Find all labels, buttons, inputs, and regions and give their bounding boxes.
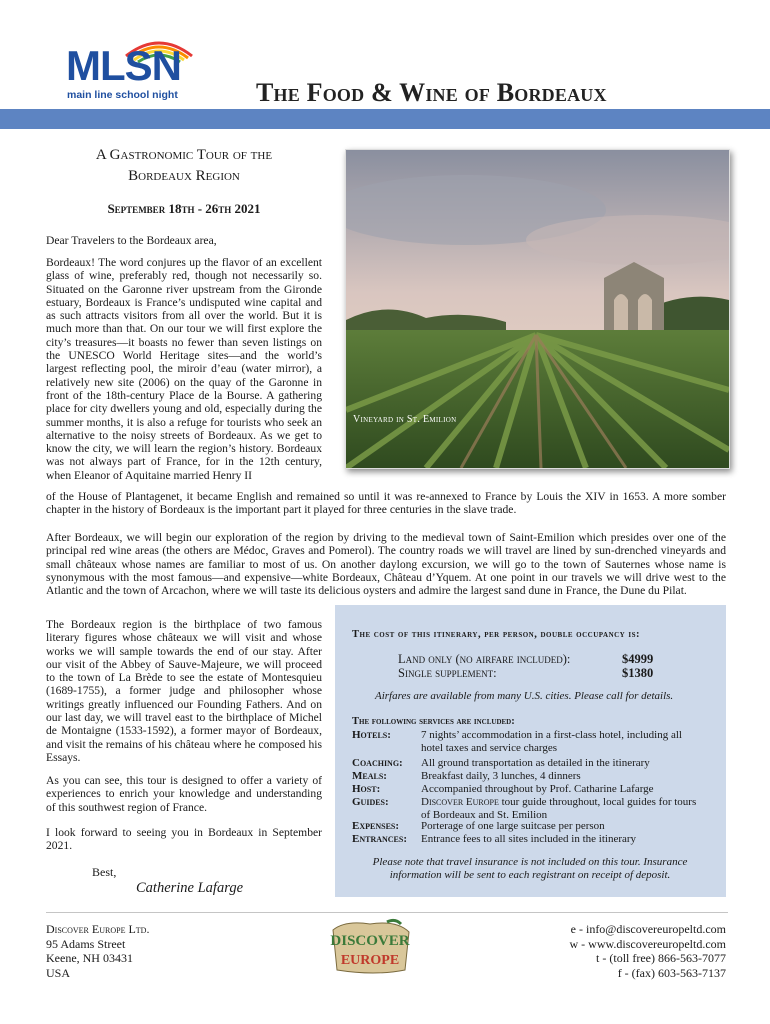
discover-europe-logo xyxy=(325,918,415,976)
expenses-label: Expenses: xyxy=(352,820,400,832)
land-only-label: Land only (no airfare included): xyxy=(398,652,571,666)
contact-fax: f - (fax) 603-563-7137 xyxy=(617,965,726,980)
land-only-price: $4999 xyxy=(622,652,654,666)
host-label: Host: xyxy=(352,783,381,795)
coaching-text: All ground transportation as detailed in the itinerary xyxy=(421,757,650,769)
host-text: Accompanied throughout by Prof. Catharine Lafarge xyxy=(421,783,654,795)
contact-web[interactable]: w - www.discovereuropeltd.com xyxy=(569,936,726,951)
services-heading: The following services are included: xyxy=(352,716,515,727)
coaching-label: Coaching: xyxy=(352,757,403,769)
company-name: Discover Europe Ltd. xyxy=(46,922,150,936)
company-city: Keene, NH 03431 xyxy=(46,951,133,965)
title-bar xyxy=(0,109,770,129)
letter-paragraph-1-continued: of the House of Plantagenet, it became English and remained so until it was re-annexed to France by Louis the XIV in 1653. A more somber chapter in the history of Bordeaux is the important part it played for three centuries in the slave trade. xyxy=(46,490,726,517)
logo-tagline: main line school night xyxy=(67,89,178,101)
company-country: USA xyxy=(46,965,71,980)
tour-subtitle xyxy=(56,145,312,187)
letter-paragraph-3: The Bordeaux region is the birthplace of two famous literary figures whose châteaux we will visit and whose works we will sample towards the end of our stay. After our visit of the Abbey of Sauve-Majeure, we will proceed to the town of La Brède to see the estate of Montesquieu (1689-1755), a former judge and philosopher whose writings greatly influenced our Founding Fathers. And on our last day, we will travel east to the birthplace of Michel de Montaigne (1533-1592), a former mayor of Bordeaux, and visit the remains of his château where he composed his Essays. xyxy=(46,618,322,764)
subtitle-line-1: A Gastronomic Tour of the xyxy=(95,147,273,163)
meals-label: Meals: xyxy=(352,770,387,782)
expenses-text: Porterage of one large suitcase per person xyxy=(421,820,605,832)
single-supplement-price: $1380 xyxy=(622,666,654,680)
letter-closing: Best, xyxy=(92,865,117,879)
letter-paragraph-2: After Bordeaux, we will begin our exploration of the region by driving to the medieval town of Saint-Emilion which presides over one of the principal red wine areas (the others are Médoc, Graves and Pomerol). The country roads we will travel are lined by sun-drenched vineyards and small châteaux whose names are familiar to most of us. On another daylong excursion, we will go to the town of Sauternes whose name is synonymous with the most famous—and expensive—white Bordeaux, Château d’Yquem. At one point in our travels we will drive west to the Atlantic and the town of Arcachon, where we will taste its delicious oysters and admire the largest sand dune in France, the Dune du Pilat. xyxy=(46,531,726,598)
letter-signature: Catherine Lafarge xyxy=(136,880,244,896)
discover-logo-bottom: EUROPE xyxy=(340,953,400,968)
hotels-text: 7 nights’ accommodation in a first-class hotel, including all hotel taxes and service charges xyxy=(421,729,682,754)
page-title: The Food & Wine of Bordeaux xyxy=(256,78,607,107)
meals-text: Breakfast daily, 3 lunches, 4 dinners xyxy=(421,770,581,782)
entrances-label: Entrances: xyxy=(352,833,408,845)
contact-info xyxy=(569,922,726,980)
entrances-text: Entrance fees to all sites included in the itinerary xyxy=(421,833,637,845)
guides-text xyxy=(421,796,706,822)
company-address xyxy=(46,922,149,980)
subtitle-line-2: Bordeaux Region xyxy=(128,168,240,184)
company-street: 95 Adams Street xyxy=(46,936,126,951)
guides-label: Guides: xyxy=(352,796,389,808)
insurance-note: Please note that travel insurance is not included on this tour. Insurance information will be sent to each registrant on receipt of deposit. xyxy=(372,856,688,881)
guides-description: tour guide throughout, local guides for tours of Bordeaux and St. Emilion xyxy=(421,796,697,821)
letter-paragraph-4: As you can see, this tour is designed to offer a variety of experiences to enrich your knowledge and understanding of this southwest region of France. xyxy=(46,774,322,814)
hotels-label: Hotels: xyxy=(352,729,391,741)
contact-tollfree: t - (toll free) 866-563-7077 xyxy=(596,951,726,965)
letter-greeting: Dear Travelers to the Bordeaux area, xyxy=(46,234,217,247)
airfare-note: Airfares are available from many U.S. cities. Please call for details. xyxy=(375,690,674,702)
photo-caption: Vineyard in St. Emilion xyxy=(353,414,457,425)
tour-dates: September 18th - 26th 2021 xyxy=(107,201,261,216)
guides-brand: Discover Europe xyxy=(421,796,499,808)
contact-email[interactable]: e - info@discovereuropeltd.com xyxy=(570,922,726,936)
pricing-heading: The cost of this itinerary, per person, double occupancy is: xyxy=(352,629,640,640)
discover-logo-top: DISCOVER xyxy=(330,933,410,949)
single-supplement-label: Single supplement: xyxy=(398,666,497,680)
footer-divider xyxy=(46,912,728,913)
letter-paragraph-1: Bordeaux! The word conjures up the flavor of an excellent glass of wine, preferably red, though not necessarily so. Situated on the Garonne river upstream from the Gironde estuary, Bordeaux is France’s undisputed wine capital and as such attracts visitors from all over the world. But it is much more than that. On our tour we will first explore the city’s treasures—it boasts no fewer than seven listings on the UNESCO World Heritage sites—and the world’s largest reflecting pool, the miroir d’eau (water mirror), a relatively new site (2006) on the quay of the Garonne in front of the 18th-century Place de la Bourse. A gathering place for city dwellers young and old, especially during the summer months, it is also a refuge for tourists who seek an alternative to the noisy streets of Bordeaux. As we get to know the city, we will learn the region’s history. Bordeaux was not always part of France, for in the 12th century, when Eleanor of Aquitaine married Henry II xyxy=(46,256,322,482)
logo-letters: MLSN xyxy=(66,42,181,89)
letter-paragraph-5: I look forward to seeing you in Bordeaux in September 2021. xyxy=(46,826,322,853)
